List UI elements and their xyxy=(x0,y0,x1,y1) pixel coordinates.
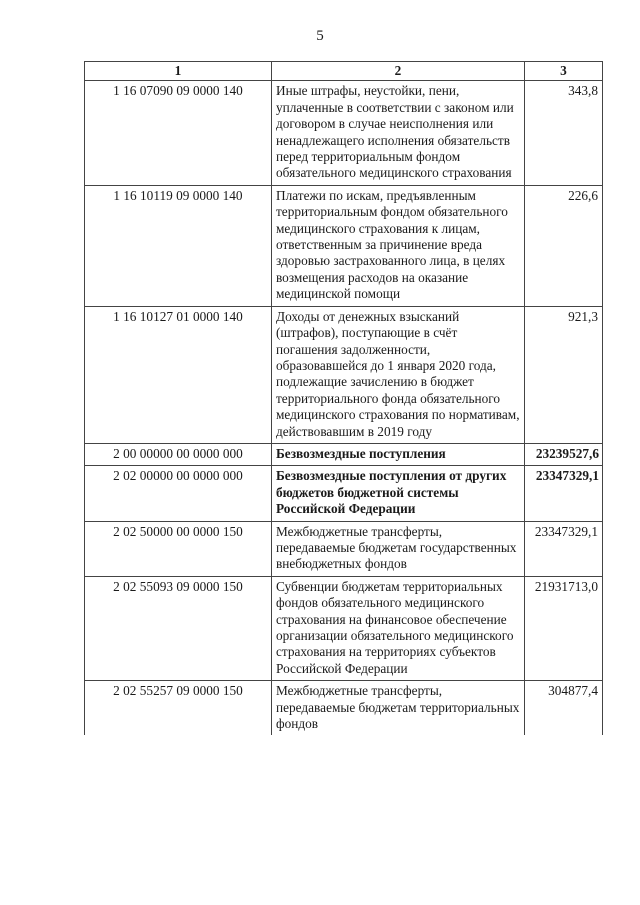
table-row xyxy=(85,185,603,306)
column-header-name: 2 xyxy=(272,62,525,81)
table-row xyxy=(85,576,603,680)
row-name: Безвозмездные поступления от других бюджетов бюджетной системы Российской Федерации xyxy=(272,466,525,521)
row-code: 1 16 10127 01 0000 140 xyxy=(85,306,272,443)
row-amount: 23347329,1 xyxy=(525,466,603,521)
row-amount: 23347329,1 xyxy=(525,521,603,576)
row-name: Доходы от денежных взысканий (штрафов), поступающие в счёт погашения задолженности, образовавшейся до 1 января 2020 года, подлежащие зачислению в бюджет территориального фонда обязательного медицинского страхования по нормативам, действовавшим в 2019 году xyxy=(272,306,525,443)
row-amount: 304877,4 xyxy=(525,681,603,736)
revenue-table xyxy=(84,61,603,735)
row-amount: 23239527,6 xyxy=(525,443,603,465)
table-row-subtotal xyxy=(85,466,603,521)
row-code: 2 02 50000 00 0000 150 xyxy=(85,521,272,576)
row-amount: 343,8 xyxy=(525,81,603,185)
row-code: 1 16 07090 09 0000 140 xyxy=(85,81,272,185)
table-row xyxy=(85,81,603,185)
row-name: Иные штрафы, неустойки, пени, уплаченные в соответствии с законом или договором в случае неисполнения или ненадлежащего исполнения обязательств перед территориальным фондом обязательного медицинского страхования xyxy=(272,81,525,185)
table-header-row xyxy=(85,62,603,81)
column-header-amount: 3 xyxy=(525,62,603,81)
row-name: Безвозмездные поступления xyxy=(272,443,525,465)
row-code: 2 02 00000 00 0000 000 xyxy=(85,466,272,521)
row-code: 2 02 55093 09 0000 150 xyxy=(85,576,272,680)
column-header-code: 1 xyxy=(85,62,272,81)
row-code: 1 16 10119 09 0000 140 xyxy=(85,185,272,306)
row-code: 2 00 00000 00 0000 000 xyxy=(85,443,272,465)
page-number: 5 xyxy=(316,28,324,44)
row-name: Платежи по искам, предъявленным территориальным фондом обязательного медицинского страхования к лицам, ответственным за причинение вреда здоровью застрахованного лица, в целях возмещения расходов на оказание медицинской помощи xyxy=(272,185,525,306)
row-name: Межбюджетные трансферты, передаваемые бюджетам территориальных фондов xyxy=(272,681,525,736)
table-row xyxy=(85,306,603,443)
table-row-total xyxy=(85,443,603,465)
row-name: Субвенции бюджетам территориальных фондов обязательного медицинского страхования на финансовое обеспечение организации обязательного медицинского страхования на территориях субъектов Российской Федерации xyxy=(272,576,525,680)
row-code: 2 02 55257 09 0000 150 xyxy=(85,681,272,736)
row-amount: 921,3 xyxy=(525,306,603,443)
row-amount: 226,6 xyxy=(525,185,603,306)
table-row xyxy=(85,681,603,736)
row-name: Межбюджетные трансферты, передаваемые бюджетам государственных внебюджетных фондов xyxy=(272,521,525,576)
table-row xyxy=(85,521,603,576)
row-amount: 21931713,0 xyxy=(525,576,603,680)
